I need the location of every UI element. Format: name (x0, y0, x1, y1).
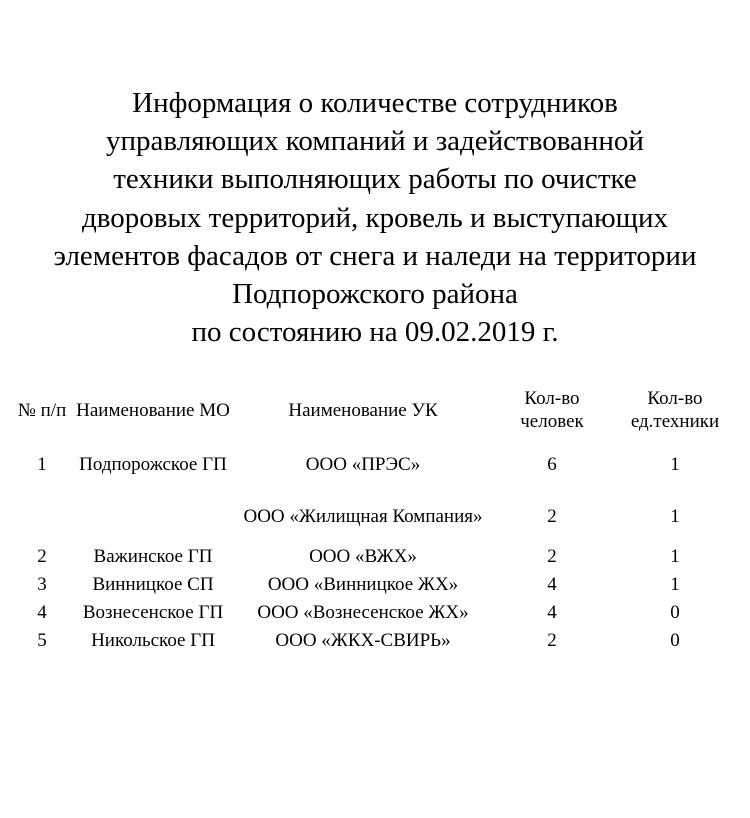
header-number: № п/п (17, 399, 67, 421)
cell-management-company: ООО «Вознесенское ЖХ» (257, 601, 469, 623)
cell-people-count: 2 (547, 545, 557, 567)
cell-municipality: Вознесенское ГП (82, 601, 224, 623)
cell-management-company: ООО «ПРЭС» (305, 453, 421, 475)
cell-equipment-count: 0 (670, 629, 680, 651)
header-people-count: Кол-во человек (520, 388, 584, 432)
header-municipality: Наименование МО (76, 399, 230, 421)
cell-municipality: Важинское ГП (93, 545, 213, 567)
cell-management-company: ООО «Жилищная Компания» (243, 505, 483, 527)
cell-municipality (72, 490, 234, 542)
cell-equipment-count: 1 (670, 573, 680, 595)
table-header-row (12, 382, 738, 438)
cell-municipality: Подпорожское ГП (79, 453, 227, 475)
document-title: Информация о количестве сотрудников управляющих компаний и задействованной техники выполняющих работы по очистке дворовых территорий, кровель и выступающих элементов фасадов от снега и наледи на территории Подпорожского района по состоянию на 09.02.2019 г. (53, 87, 697, 349)
cell-management-company: ООО «Винницкое ЖХ» (267, 573, 459, 595)
cell-number (12, 490, 72, 542)
table-row (12, 542, 738, 570)
table-row (12, 570, 738, 598)
cell-municipality: Винницкое СП (92, 573, 214, 595)
cell-people-count: 2 (547, 629, 557, 651)
header-equipment-count: Кол-во ед.техники (630, 388, 720, 432)
cell-people-count: 2 (547, 505, 557, 527)
cell-number: 3 (37, 573, 47, 595)
cell-people-count: 6 (547, 453, 557, 475)
header-management-company: Наименование УК (288, 399, 438, 421)
cell-equipment-count: 1 (670, 545, 680, 567)
cell-equipment-count: 1 (670, 453, 680, 475)
cell-people-count: 4 (547, 573, 557, 595)
cell-equipment-count: 1 (670, 505, 680, 527)
cell-management-company: ООО «ЖКХ-СВИРЬ» (275, 629, 451, 651)
staff-equipment-table (12, 382, 738, 654)
cell-equipment-count: 0 (670, 601, 680, 623)
cell-people-count: 4 (547, 601, 557, 623)
cell-municipality: Никольское ГП (91, 629, 215, 651)
cell-number: 2 (37, 545, 47, 567)
table-row (12, 490, 738, 542)
cell-number: 4 (37, 601, 47, 623)
table-row (12, 438, 738, 490)
table-row (12, 626, 738, 654)
cell-number: 5 (37, 629, 47, 651)
table-row (12, 598, 738, 626)
cell-management-company: ООО «ВЖХ» (309, 545, 417, 567)
cell-number: 1 (37, 453, 47, 475)
